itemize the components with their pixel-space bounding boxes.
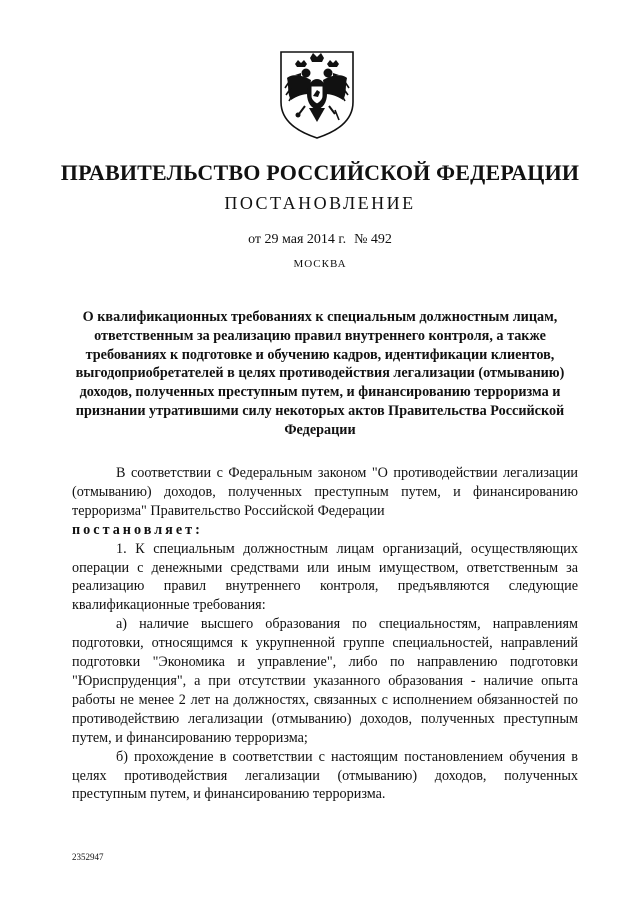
- preamble-paragraph: В соответствии с Федеральным законом "О противодействии легализации (отмыванию) доходов, полученных преступным путем, и финансированию терроризма" Правительство Российской Федерации: [72, 465, 578, 519]
- decree-word-text: постановляет:: [72, 521, 203, 538]
- footer-code: 2352947: [72, 852, 104, 862]
- document-city: МОСКВА: [293, 258, 347, 270]
- item-1b-paragraph: б) прохождение в соответствии с настоящим постановлением обучения в целях противодействия легализации (отмыванию) доходов, полученных преступным путем, и финансированию терроризма.: [72, 748, 578, 803]
- document-date: от 29 мая 2014 г.: [248, 232, 347, 247]
- document-date-line: [60, 232, 580, 248]
- russian-coat-of-arms-icon: [273, 48, 361, 140]
- document-number: № 492: [354, 232, 392, 247]
- document-body: [72, 464, 578, 804]
- decree-word: [72, 521, 578, 540]
- item-1a-paragraph: а) наличие высшего образования по специальностям, направлениям подготовки, относящимся к укрупненной группе специальностей, направлений подготовки "Экономика и управление", либо по направлению подготовки "Юриспруденция", а при отсутствии указанного образования - наличие опыта работы не менее 2 лет на должностях, связанных с исполнением обязанностей по противодействию легализации (отмыванию) доходов, полученных преступным путем, и финансированию терроризма;: [72, 616, 578, 746]
- government-title: ПРАВИТЕЛЬСТВО РОССИЙСКОЙ ФЕДЕРАЦИИ: [60, 160, 580, 185]
- document-type: ПОСТАНОВЛЕНИЕ: [224, 193, 416, 213]
- document-subject: О квалификационных требованиях к специальным должностным лицам, ответственным за реализацию правил внутреннего контроля, а также требованиях к подготовке и обучению кадров, идентификации клиентов, выгодоприобретателей в целях противодействия легализации (отмыванию) доходов, полученных преступным путем, и финансированию терроризма и признании утратившими силу некоторых актов Правительства Российской Федерации: [75, 309, 565, 438]
- item-1-paragraph: 1. К специальным должностным лицам организаций, осуществляющих операции с денежными средствами или иным имуществом, ответственным за реализацию правил внутреннего контроля, предъявляются следующие квалификационные требования:: [72, 540, 578, 614]
